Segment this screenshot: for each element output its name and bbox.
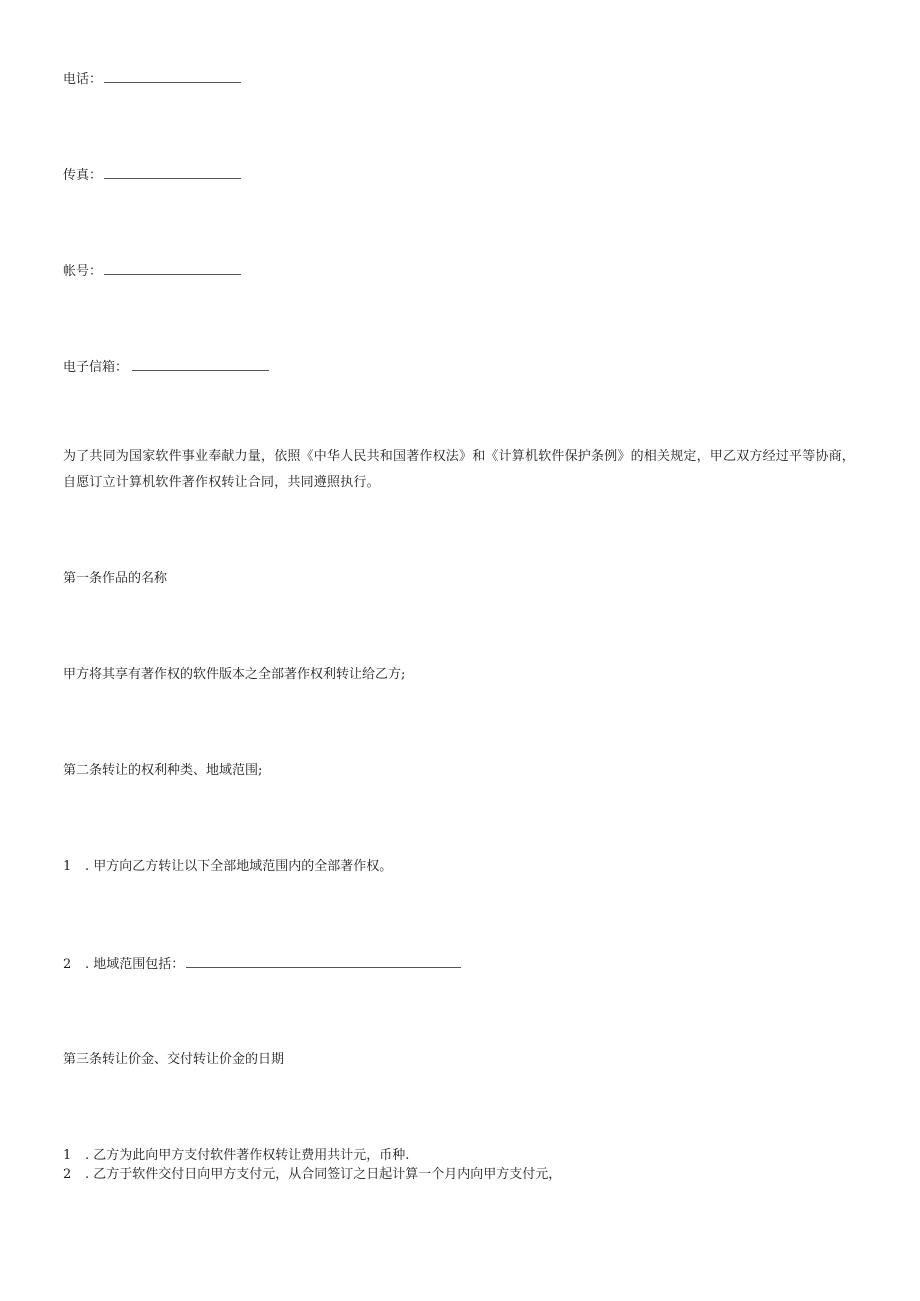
article-1-body: 甲方将其享有著作权的软件版本之全部著作权利转让给乙方;: [63, 667, 406, 682]
region-blank: [186, 955, 461, 968]
item-text: . 甲方向乙方转让以下全部地域范围内的全部著作权。: [85, 859, 393, 874]
article-2-item-1: [63, 858, 392, 876]
account-label: 帐号：: [63, 264, 103, 279]
article-1-title: 第一条作品的名称: [63, 571, 168, 586]
account-field: [63, 262, 241, 281]
item-text: . 乙方于软件交付日向甲方支付元，从合同签订之日起计算一个月内向甲方支付元，: [85, 1167, 562, 1182]
item-number: 1: [63, 1148, 72, 1163]
item-text: . 地域范围包括：: [85, 957, 185, 972]
item-number: 1: [63, 859, 72, 874]
phone-label: 电话：: [63, 72, 103, 87]
intro-paragraph: [63, 444, 863, 496]
article-2-title: 第二条转让的权利种类、地域范围;: [63, 763, 263, 778]
intro-line-1: 为了共同为国家软件事业奉献力量，依照《中华人民共和国著作权法》和《计算机软件保护条例》的相关规定，甲乙双方经过平等协商，: [63, 449, 856, 464]
intro-line-2: 自愿订立计算机软件著作权转让合同，共同遵照执行。: [63, 475, 380, 490]
fax-field: [63, 166, 241, 185]
item-number: 2: [63, 1167, 72, 1182]
item-number: 2: [63, 957, 72, 972]
email-label: 电子信箱：: [63, 360, 129, 375]
account-blank: [104, 262, 241, 275]
article-3-title: 第三条转让价金、交付转让价金的日期: [63, 1052, 285, 1067]
fax-label: 传真：: [63, 168, 103, 183]
email-blank: [132, 358, 269, 371]
article-2-item-2: [63, 955, 461, 974]
email-field: [63, 358, 269, 377]
phone-blank: [104, 70, 241, 83]
phone-field: [63, 70, 241, 89]
fax-blank: [104, 166, 241, 179]
article-3-item-1: [63, 1147, 409, 1165]
item-text: . 乙方为此向甲方支付软件著作权转让费用共计元，币种.: [85, 1148, 410, 1163]
article-3-item-2: [63, 1166, 561, 1184]
